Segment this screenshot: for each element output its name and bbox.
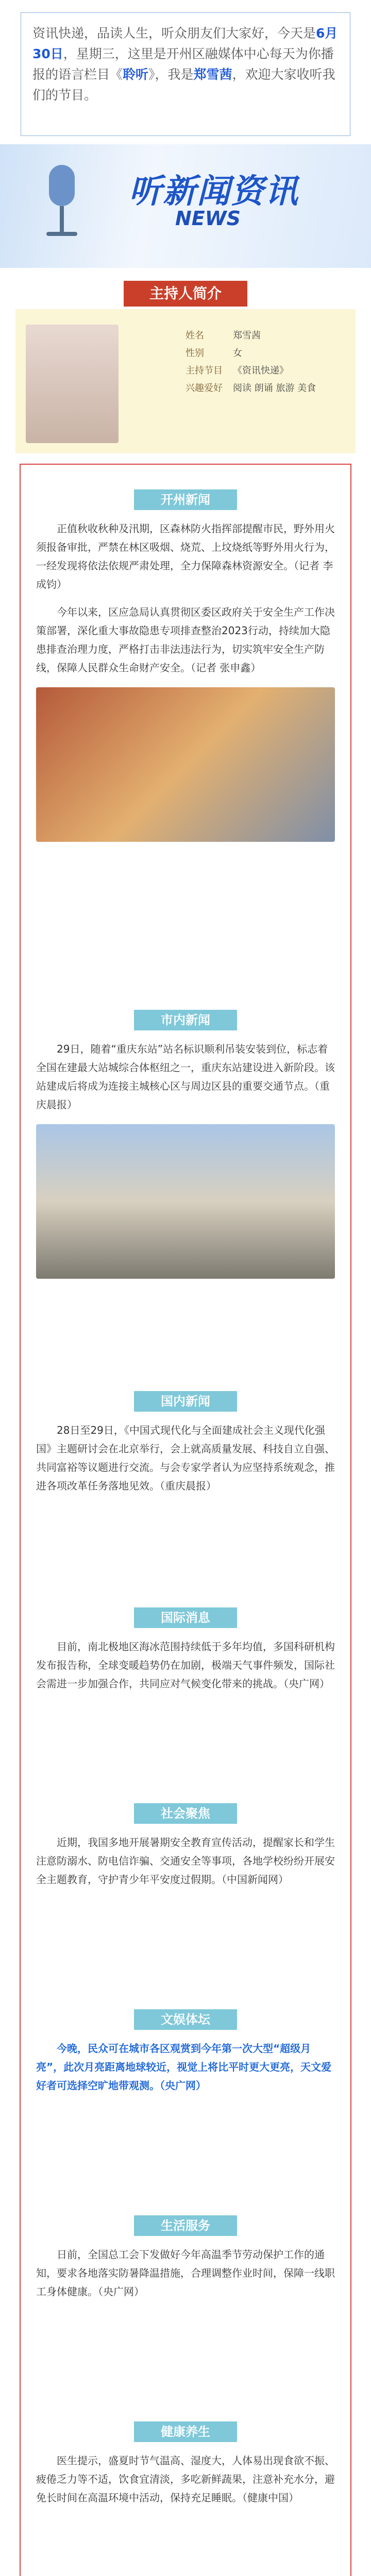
anchor-info — [185, 327, 316, 397]
news-paragraph: 近期，我国多地开展暑期安全教育宣传活动，提醒家长和学生注意防溺水、防电信诈骗、交通安全等事项，各地学校纷纷开展安全主题教育，守护青少年平安度过假期。（中国新闻网） — [36, 1836, 335, 1886]
news-paragraph: 今年以来，区应急局认真贯彻区委区政府关于安全生产工作决策部署，深化重大事故隐患专项排查整治2023行动，持续加大隐患排查治理力度，严格打击非法违法行为，切实筑牢安全生产防线，保障人民群众生命财产安全。（记者 张申鑫） — [36, 606, 335, 674]
news-paragraph: 日前，全国总工会下发做好今年高温季节劳动保护工作的通知，要求各地落实防暑降温措施，合理调整作业时间，保障一线职工身体健康。（央广网） — [36, 2248, 335, 2298]
sex-key: 性别 — [185, 348, 204, 359]
news-paragraph: 28日至29日，《中国式现代化与全面建成社会主义现代化强国》主题研讨会在北京举行，会上就高质量发展、科技自立自强、共同富裕等议题进行交流。与会专家学者认为应坚持系统观念，推进各项改革任务落地见效。（重庆晨报） — [36, 1424, 335, 1492]
microphone-icon — [31, 160, 93, 247]
section-title: 市内新闻 — [134, 1010, 237, 1030]
section-title: 生活服务 — [134, 2215, 237, 2236]
intro-text-b: ，星期三，这里是开州区融媒体中心每天为你播报的语言栏目《 — [32, 46, 334, 82]
intro-date: 6月30日 — [32, 26, 338, 61]
section-kaizhou — [36, 489, 335, 842]
anchor-tag: 主持人简介 — [124, 281, 247, 307]
name-value: 郑雪茜 — [233, 330, 261, 341]
section-domestic — [36, 1391, 335, 1495]
name-key: 姓名 — [185, 330, 204, 341]
intro-text-a: 资讯快递，品读人生，听众朋友们大家好，今天是 — [32, 26, 316, 41]
section-city — [36, 1010, 335, 1279]
banner-title: 听新闻资讯 — [129, 173, 299, 211]
news-paragraph-highlight: 今晚，民众可在城市各区观赏到今年第一次大型“超级月亮”，此次月亮距离地球较近，视觉上将比平时更大更亮，天文爱好者可选择空旷地带观测。（央广网） — [36, 2042, 332, 2092]
section-title: 社会聚焦 — [134, 1803, 237, 1824]
section-title: 健康养生 — [134, 2421, 237, 2442]
section-health — [36, 2421, 335, 2507]
section-international — [36, 1607, 335, 1693]
news-paragraph: 目前，南北极地区海冰范围持续低于多年均值，多国科研机构发布报告称，全球变暖趋势仍在加剧，极端天气事件频发，国际社会需进一步加强合作，共同应对气候变化带来的挑战。（央广网） — [36, 1640, 335, 1690]
intro-host: 郑雪茜 — [193, 67, 232, 82]
section-title: 国际消息 — [134, 1607, 237, 1628]
news-paragraph: 正值秋收秋种及汛期，区森林防火指挥部提醒市民，野外用火须报备审批，严禁在林区吸烟、烧荒、上坟烧纸等野外用火行为，一经发现将依法依规严肃处理，全力保障森林资源安全。（记者 李成钧） — [36, 522, 335, 590]
program-value: 《资讯快递》 — [233, 365, 289, 376]
anchor-photo — [26, 325, 119, 443]
sex-value: 女 — [233, 348, 242, 359]
section-title: 开州新闻 — [134, 489, 237, 510]
anchor-card — [15, 309, 356, 453]
intro-text-c: 》，我是 — [148, 67, 194, 82]
program-key: 主持节目 — [185, 365, 223, 376]
section-culture — [36, 2009, 335, 2095]
intro-box — [21, 12, 350, 136]
section-life — [36, 2215, 335, 2301]
news-banner — [0, 144, 371, 268]
news-photo — [36, 687, 335, 842]
section-society — [36, 1803, 335, 1889]
intro-program: 聆听 — [123, 67, 149, 82]
hobby-key: 兴趣爱好 — [185, 383, 223, 394]
intro-text-d: ，欢迎大家收听我们的节目。 — [32, 67, 335, 103]
news-paragraph: 医生提示，盛夏时节气温高、湿度大，人体易出现食欲不振、疲倦乏力等不适，饮食宜清淡，多吃新鲜蔬果，注意补充水分，避免长时间在高温环境中活动，保持充足睡眠。（健康中国） — [36, 2454, 335, 2504]
hobby-value: 阅读 朗诵 旅游 美食 — [233, 383, 316, 394]
section-title: 国内新闻 — [134, 1391, 237, 1412]
news-paragraph: 29日，随着“重庆东站”站名标识顺利吊装安装到位，标志着全国在建最大站城综合体枢纽之一，重庆东站建设进入新阶段。该站建成后将成为连接主城核心区与周边区县的重要交通节点。（重庆晨报） — [36, 1043, 335, 1111]
section-title: 文娱体坛 — [134, 2009, 237, 2030]
banner-subtitle: NEWS — [175, 207, 241, 230]
anchor-header — [0, 281, 371, 307]
news-photo — [36, 1124, 335, 1279]
